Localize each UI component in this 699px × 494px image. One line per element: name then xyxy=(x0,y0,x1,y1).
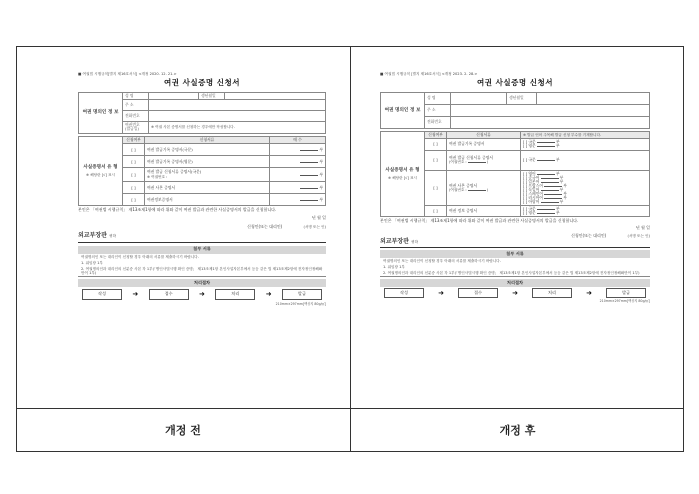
cert-type-label: 여권 발급기록 증명서(국문) xyxy=(145,144,270,156)
language-options xyxy=(521,150,650,170)
birth-label: 생년월일 xyxy=(507,92,537,104)
sender-suffix: 귀하 xyxy=(108,233,116,238)
attachments-item: 1. 위임장 1부 xyxy=(383,265,405,270)
language-options xyxy=(521,170,650,205)
process-box xyxy=(380,279,650,304)
arrow-icon: ➜ xyxy=(265,290,272,299)
sender xyxy=(78,233,326,240)
address-field[interactable] xyxy=(451,104,650,116)
language-option[interactable]: [ ] 일본어 부 xyxy=(523,178,564,184)
arrow-icon: ➜ xyxy=(199,290,205,299)
signer-label: 신청인(또는 대리인) xyxy=(570,232,607,238)
cert-type-text: 여권 사본 증명서 xyxy=(449,182,478,188)
language-option[interactable]: [ ] 국문 부 xyxy=(523,157,560,163)
copies-field[interactable]: 부 xyxy=(270,182,326,194)
holder-section-label: 여권 명의인 정 보 xyxy=(79,92,123,133)
passport-no-hint: (여권번호 : ) xyxy=(449,187,489,192)
cert-note: ※ 해당란 [√] 표시 xyxy=(86,172,115,177)
passport-no-hint: (여권번호 : ) xyxy=(449,160,489,165)
header-copies: ※ 발급 언어 주목해 발급 신청 부수를 기재합니다. xyxy=(521,131,650,138)
cert-section xyxy=(381,131,425,217)
signature-line xyxy=(380,234,650,239)
paper-spec: 210mm×297mm[백상지 80g/㎡] xyxy=(275,302,326,307)
language-option[interactable]: [ ] 아랍어 부 xyxy=(523,198,564,204)
address-field[interactable] xyxy=(149,100,326,111)
step-receive: 접수 xyxy=(149,289,189,300)
cert-type-label: 여권 발급기록 증명서 xyxy=(447,139,521,151)
cert-note: ※ 해당란 [√] 표시 xyxy=(388,175,417,180)
holder-table xyxy=(78,92,326,134)
cert-type-text: 여권 발급 신청서류 증명서(국문) xyxy=(147,169,202,175)
cert-checkbox[interactable]: [ ] xyxy=(123,144,145,156)
cert-checkbox[interactable]: [ ] xyxy=(425,139,447,151)
signer-label: 신청인(또는 대리인) xyxy=(246,224,283,230)
cert-table xyxy=(380,131,650,218)
birth-field[interactable] xyxy=(225,92,326,99)
language-option[interactable]: [ ] 국문 부 xyxy=(523,205,560,211)
cert-type-label xyxy=(145,168,270,182)
copies-field[interactable]: 부 xyxy=(270,144,326,156)
attachments-box xyxy=(78,246,326,277)
birth-field[interactable] xyxy=(537,92,650,104)
attachments-box xyxy=(380,250,650,277)
arrow-icon: ➜ xyxy=(512,288,518,297)
cert-type-label xyxy=(447,150,521,170)
process-box xyxy=(78,279,326,307)
address-label: 주 소 xyxy=(425,104,451,116)
step-process: 처리 xyxy=(532,288,572,298)
language-option[interactable]: [ ] 영어 부 xyxy=(523,170,560,176)
phone-label: 전화번호 xyxy=(123,111,149,122)
language-option[interactable]: [ ] 국문 부 xyxy=(523,139,560,145)
sender-name: 외교부장관 xyxy=(78,231,107,239)
date-line: 년 월 일 xyxy=(311,214,326,220)
cert-checkbox[interactable]: [ ] xyxy=(123,156,145,168)
sign-note: (서명 또는 인) xyxy=(303,225,326,230)
header-type: 신청서류 xyxy=(447,131,521,138)
signature-line xyxy=(78,225,326,230)
name-field[interactable] xyxy=(451,92,507,104)
column-divider xyxy=(350,46,351,452)
copies-field[interactable]: 부 xyxy=(270,156,326,168)
cert-section-label: 사실증명서 유 형 xyxy=(83,165,118,171)
cert-checkbox[interactable]: [ ] xyxy=(425,170,447,205)
header-check: 신청여부 xyxy=(123,136,145,143)
date-line: 년 월 일 xyxy=(635,225,650,231)
address-label: 주 소 xyxy=(123,100,149,111)
step-receive: 접수 xyxy=(458,288,498,298)
holder-table xyxy=(380,92,650,129)
process-flow xyxy=(78,287,326,302)
language-options xyxy=(521,139,650,151)
declaration: 본인은 「여권법 시행규칙」 제13조제1항에 따라 위와 같이 여권 발급과 관련한 사실증명서의 발급을 신청합니다. xyxy=(380,218,579,224)
cert-checkbox[interactable]: [ ] xyxy=(123,168,145,182)
declaration: 본인은 「여권법 시행규칙」 제13조제1항에 따라 위와 같이 여권 발급과 관련한 사실증명서의 발급을 신청합니다. xyxy=(78,207,277,213)
cert-section xyxy=(79,136,123,205)
language-option[interactable]: [ ] 독일어 부 xyxy=(523,186,564,192)
language-option[interactable]: [ ] 스페인어 부 xyxy=(523,190,567,196)
name-label: 성 명 xyxy=(123,92,149,99)
step-write: 작성 xyxy=(82,289,122,300)
language-option[interactable]: [ ] 중국어 부 xyxy=(523,174,564,180)
attachments-item: 1. 위임장 1부 xyxy=(81,260,103,265)
copies-field[interactable]: 부 xyxy=(270,194,326,206)
cert-checkbox[interactable]: [ ] xyxy=(123,182,145,194)
arrow-icon: ➜ xyxy=(586,288,592,297)
process-title: 처리절차 xyxy=(380,279,650,287)
cert-type-label: 여권 정보 증명서 xyxy=(447,205,521,217)
phone-field[interactable] xyxy=(451,116,650,128)
language-option[interactable]: [ ] 러시아어 부 xyxy=(523,194,567,200)
cert-type-label xyxy=(447,170,521,205)
holder-section-label: 여권 명의인 정 보 xyxy=(381,92,425,128)
cert-type-label: 여권 발급기록 증명서(영문) xyxy=(145,156,270,168)
cert-section-label: 사실증명서 유 형 xyxy=(385,168,420,174)
passport-no-hint: ※ 여권번호 : xyxy=(147,174,168,179)
attachments-text: 여권명의인 또는 대리인이 신청할 경우 아래의 서류를 제출하시기 바랍니다. xyxy=(81,254,199,259)
birth-label: 생년월일 xyxy=(199,92,225,99)
copies-field[interactable]: 부 xyxy=(270,168,326,182)
cert-checkbox[interactable]: [ ] xyxy=(425,205,447,217)
sender xyxy=(380,239,650,246)
name-label: 성 명 xyxy=(425,92,451,104)
paper-spec: 210mm×297mm[백상지 80g/㎡] xyxy=(599,299,650,304)
cert-type-label: 여권정보증명서 xyxy=(145,194,270,206)
cert-checkbox[interactable]: [ ] xyxy=(123,194,145,206)
sign-note: (서명 또는 인) xyxy=(627,233,650,238)
arrow-icon: ➜ xyxy=(438,288,444,297)
language-option[interactable]: [ ] 프랑스어 부 xyxy=(523,182,567,188)
step-process: 처리 xyxy=(215,289,255,300)
form-before xyxy=(78,72,326,307)
process-flow xyxy=(380,287,650,299)
header-copies: 매 수 xyxy=(270,136,326,143)
step-write: 작성 xyxy=(384,288,424,298)
header-check: 신청여부 xyxy=(425,131,447,138)
cert-type-label: 여권 사본 증명서 xyxy=(145,182,270,194)
passport-no-label: 여권번호 (발급일) xyxy=(123,122,149,134)
rule-reference: ■ 여권법 시행규칙[별지 제16호서식] <개정 2020. 12. 21.> xyxy=(78,72,177,76)
caption-after: 개정 후 xyxy=(499,424,536,437)
form-after xyxy=(380,72,650,304)
step-issue: 발급 xyxy=(606,288,646,298)
process-title: 처리절차 xyxy=(78,279,326,287)
passport-no-note: ※ 여권 사본 증명서를 신청하는 경우에만 작성합니다. xyxy=(149,122,326,134)
attachments-item: 2. 여권명의인과 대리인의 신분증 사본 각 1부(「병인사법시행 확인 증명」 제13조제1항 본인사업자본부에서 등등 같은 법 제13조제2항에 전자정인정해봐만이 1부) xyxy=(383,271,640,276)
caption-before: 개정 전 xyxy=(165,424,201,437)
name-field[interactable] xyxy=(149,92,199,99)
form-title: 여권 사실증명 신청서 xyxy=(164,78,240,88)
rule-reference: ■ 여권법 시행규칙 [별지 제16호서식] <개정 2023. 2. 28.> xyxy=(380,72,478,76)
cert-table xyxy=(78,136,326,206)
sender-suffix: 귀하 xyxy=(410,240,418,245)
attachments-text: 여권명의인 또는 대리인이 신청할 경우 아래의 서류를 제출하시기 바랍니다. xyxy=(383,258,501,263)
sender-name: 외교부장관 xyxy=(380,238,409,246)
attachments-item: 2. 여권명의인과 대리인의 신분증 사본 각 1부(「병인사법시행 확인 증명」 제13조제1항 본인사업자본부에서 등등 같은 법 제13조제2항에 전자정인정해봐만이 1부) xyxy=(81,266,323,276)
language-option[interactable]: [ ] 영문 부 xyxy=(523,210,560,216)
cert-type-text: 여권 발급 신청서류 증명서 xyxy=(449,155,493,161)
language-option[interactable]: [ ] 영문 부 xyxy=(523,143,560,149)
form-title: 여권 사실증명 신청서 xyxy=(477,78,553,88)
step-issue: 발급 xyxy=(282,289,322,300)
cert-checkbox[interactable]: [ ] xyxy=(425,150,447,170)
attachments-title: 첨부 서류 xyxy=(78,246,326,254)
phone-label: 전화번호 xyxy=(425,116,451,128)
header-type: 신청서류 xyxy=(145,136,270,143)
arrow-icon: ➜ xyxy=(132,290,139,299)
attachments-title: 첨부 서류 xyxy=(380,250,650,258)
language-options xyxy=(521,205,650,217)
phone-field[interactable] xyxy=(149,111,326,122)
